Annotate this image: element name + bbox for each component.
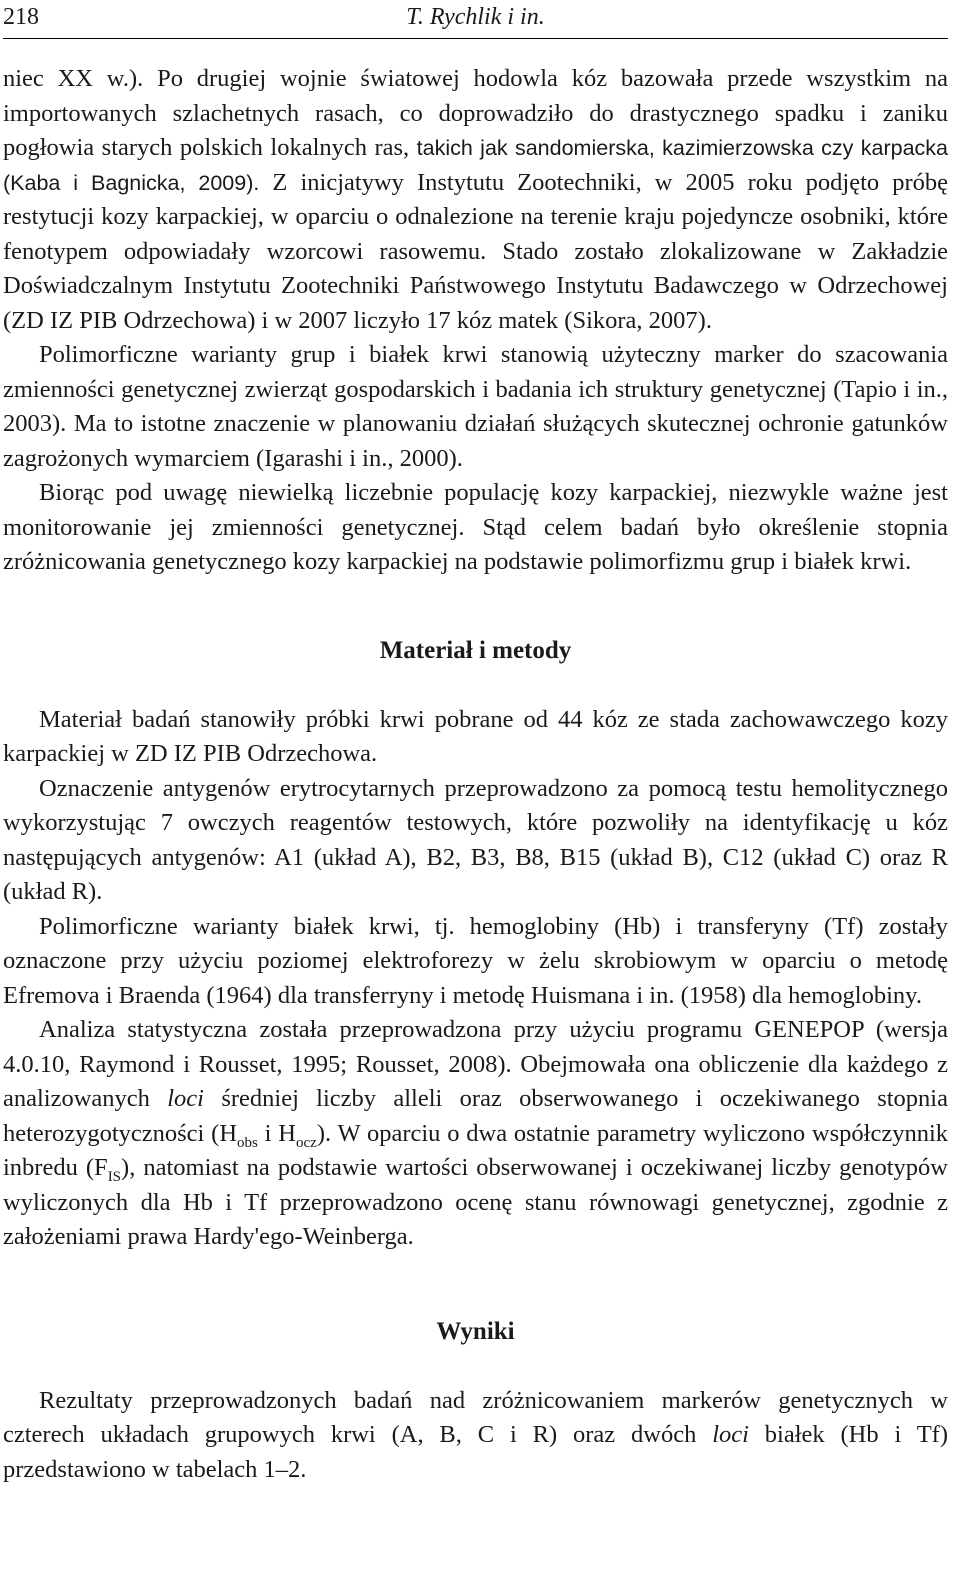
italic-loci: loci	[167, 1085, 204, 1112]
page-header	[3, 2, 948, 39]
subscript-obs: obs	[237, 1134, 258, 1151]
body-text	[3, 62, 948, 1487]
paragraph-polymorphism: Polimorficzne warianty grup i białek krwi stanowią użyteczny marker do szacowania zmienności genetycznej zwierząt gospodarskich i badania ich struktury genetycznej (Tapio i in., 2003). Ma to istotne znaczenie w planowaniu działań służących skutecznej ochronie gatunków zagrożonych wymarciem (Igarashi i in., 2000).	[3, 341, 948, 472]
subscript-is: IS	[107, 1169, 122, 1185]
paragraph-aim: Biorąc pod uwagę niewielką liczebnie populację kozy karpackiej, niezwykle ważne jest monitorowanie jej zmienności genetycznej. Stąd celem badań było określenie stopnia zróżnicowania genetycznego kozy karpackiej na podstawie polimorfizmu grup i białek krwi.	[3, 479, 948, 575]
subscript-ocz: ocz	[296, 1134, 317, 1151]
paragraph-intro-continued: niec XX w.). Po drugiej wojnie światowej hodowla kóz bazowała przede wszystkim na importowanych szlachetnych rasach, co doprowadziło do drastycznego spadku i zaniku pogłowia starych polskich lokalnych ras, takich jak sandomierska, kazimierzowska czy karpacka (Kaba i Bagnicka, 2009). Z inicjatywy Instytutu Zootechniki, w 2005 roku podjęto próbę restytucji kozy karpackiej, w oparciu o odnalezione na terenie kraju pojedyncze osobniki, które fenotypem odpowiadały wzorcowi rasowemu. Stado zostało zlokalizowane w Zakładzie Doświadczalnym Instytutu Zootechniki Państwowego Instytutu Badawczego w Odrzechowej (ZD IZ PIB Odrzechowa) i w 2007 liczyło 17 kóz matek (Sikora, 2007).	[3, 65, 948, 334]
section-heading-materials: Materiał i metody	[379, 636, 572, 664]
paragraph-proteins: Polimorficzne warianty białek krwi, tj. hemoglobiny (Hb) i transferyny (Tf) zostały oznaczone przy użyciu poziomej elektroforezy w żelu skrobiowym w oparciu o metodę Efremova i Braenda (1964) dla transferryny i metodę Huismana i in. (1958) dla hemoglobiny.	[3, 912, 948, 1009]
sans-fragment: takich jak sandomierska, kazimierzowska czy karpacka (Kaba i Bagnicka, 2009).	[3, 136, 948, 195]
section-heading-results: Wyniki	[436, 1317, 515, 1345]
page-number: 218	[3, 4, 39, 30]
paragraph-material: Materiał badań stanowiły próbki krwi pobrane od 44 kóz ze stada zachowawczego kozy karpackiej w ZD IZ PIB Odrzechowa.	[3, 705, 948, 767]
paragraph-statistics: Analiza statystyczna została przeprowadzona przy użyciu programu GENEPOP (wersja 4.0.10, Raymond i Rousset, 1995; Rousset, 2008). Obejmowała ona obliczenie dla każdego z analizowanych loci średniej liczby alleli oraz obserwowanego i oczekiwanego stopnia heterozygotyczności ($H_{obs}$ i $H_{ocz}$). W oparciu o dwa ostatnie parametry wyliczono współczynnik inbredu $(F_{IS})$, natomiast na podstawie wartości obserwowanej i oczekiwanej liczby genotypów wyliczonych dla Hb i Tf przeprowadzono ocenę stanu równowagi genetycznej, zgodnie z założeniami prawa Hardy'ego-Weinberga.	[3, 1016, 949, 1250]
italic-loci: loci	[712, 1421, 749, 1448]
paragraph-antigens: Oznaczenie antygenów erytrocytarnych przeprowadzono za pomocą testu hemolitycznego wykorzystując 7 owczych reagentów testowych, które pozwoliły na identyfikację u kóz następujących antygenów: A1 (układ A), B2, B3, B8, B15 (układ B), C12 (układ C) oraz R (układ R).	[3, 774, 948, 905]
running-title: T. Rychlik i in.	[406, 4, 545, 30]
paragraph-results: Rezultaty przeprowadzonych badań nad zróżnicowaniem markerów genetycznych w czterech układach grupowych krwi (A, B, C i R) oraz dwóch loci białek (Hb i Tf) przedstawiono w tabelach 1–2.	[3, 1386, 948, 1483]
